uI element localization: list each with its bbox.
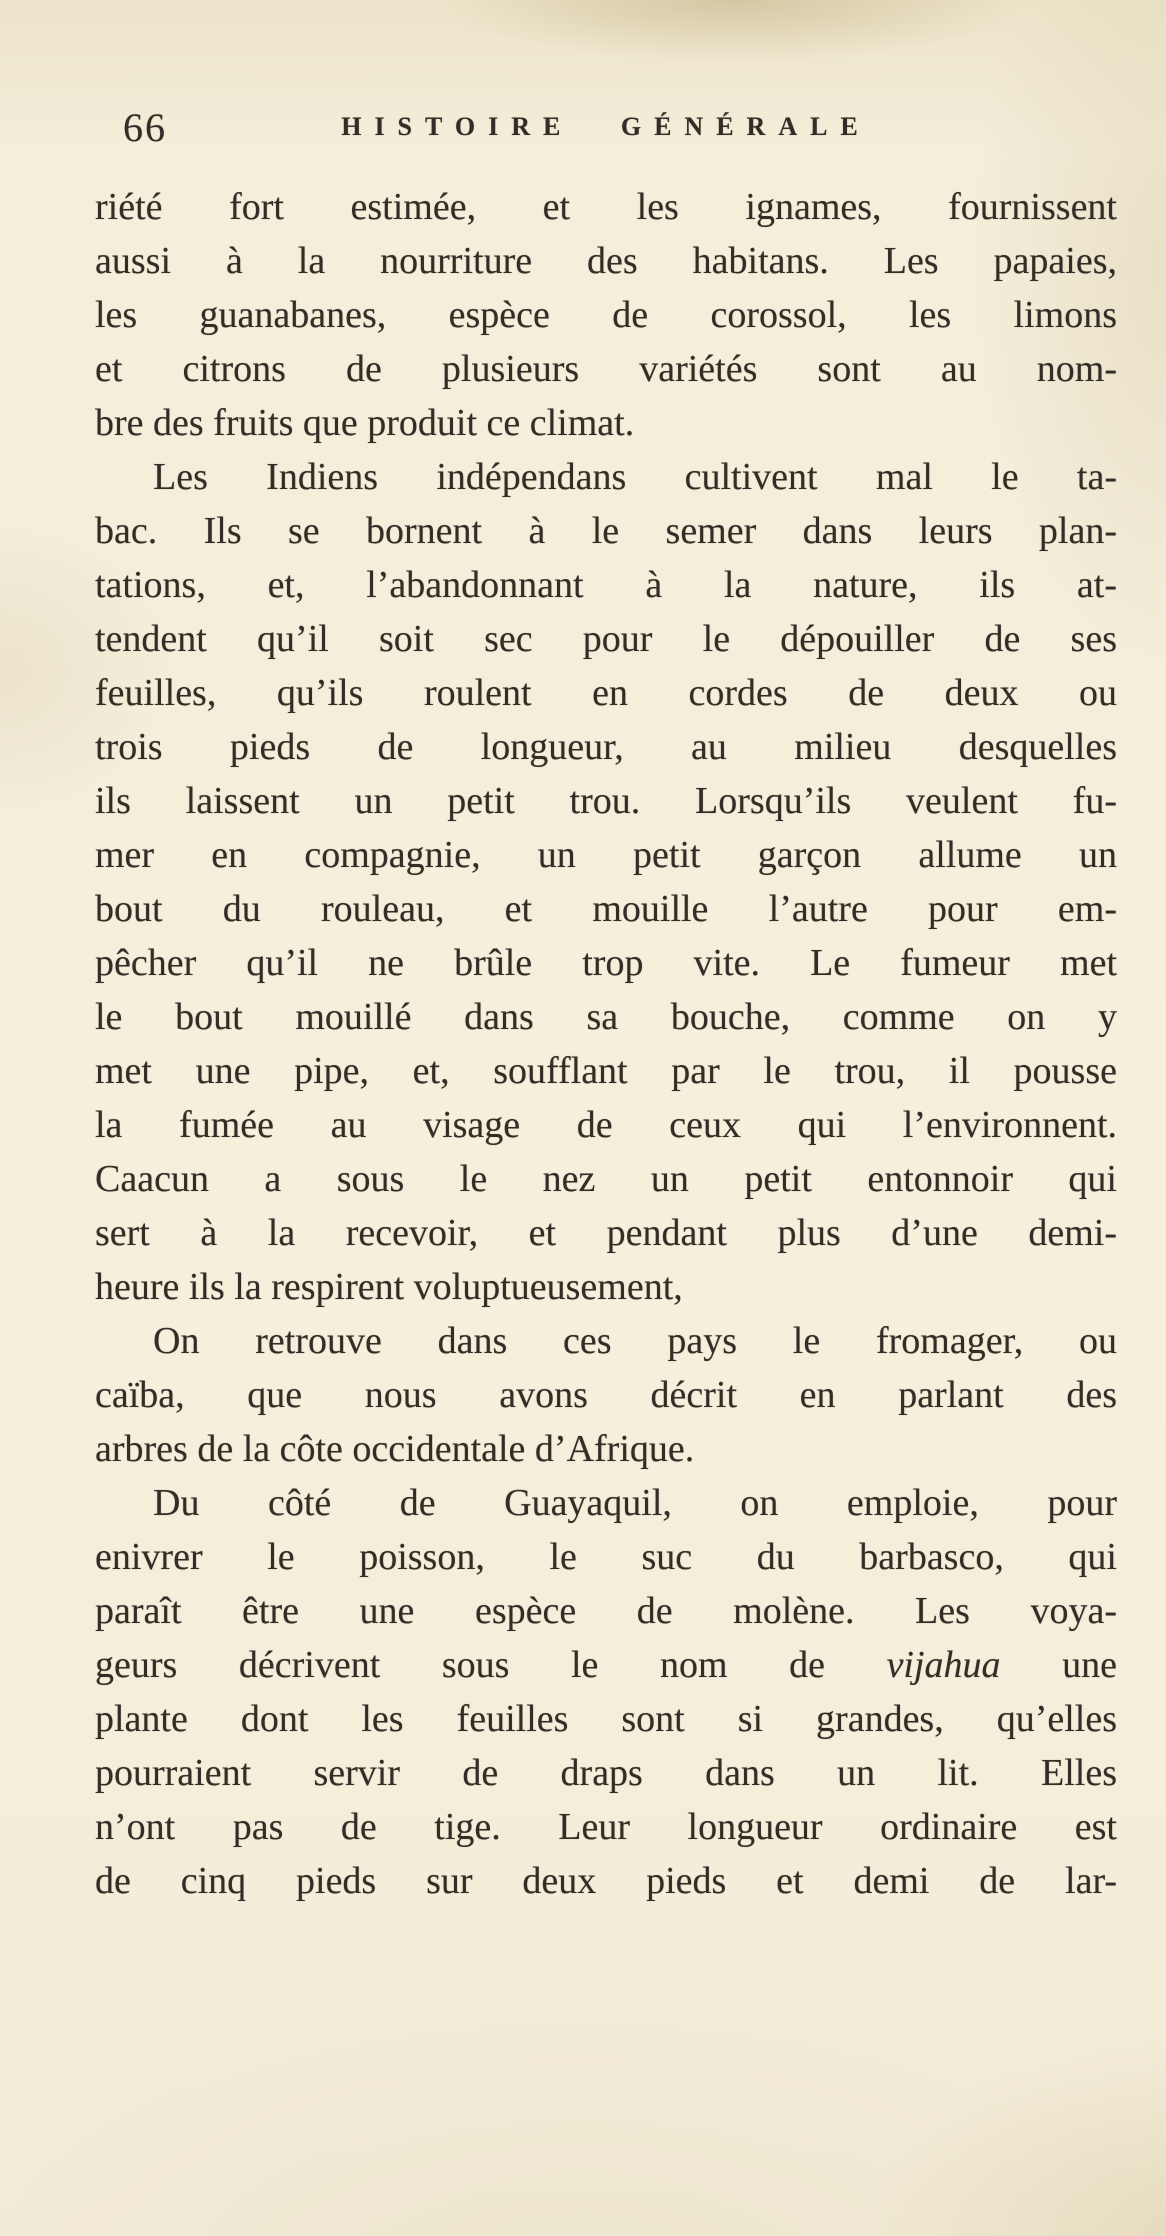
text-line: Caacun a sous le nez un petit entonnoir qui xyxy=(95,1158,1117,1200)
text-line: caïba, que nous avons décrit en parlant des xyxy=(95,1374,1117,1416)
page-number: 66 xyxy=(123,105,167,150)
text-line: trois pieds de longueur, au milieu desquelles xyxy=(95,726,1117,768)
text-line: paraît être une espèce de molène. Les voya- xyxy=(95,1590,1117,1632)
text-line: le bout mouillé dans sa bouche, comme on y xyxy=(95,996,1117,1038)
text-line: arbres de la côte occidentale d’Afrique. xyxy=(95,1428,695,1470)
text-line: riété fort estimée, et les ignames, fournissent xyxy=(95,186,1117,228)
text-line: feuilles, qu’ils roulent en cordes de deux ou xyxy=(95,672,1117,714)
text-line: pêcher qu’il ne brûle trop vite. Le fumeur met xyxy=(95,942,1117,984)
page-header xyxy=(95,102,1117,158)
text-line: geurs décrivent sous le nom de vijahua une xyxy=(95,1644,1117,1686)
text-line: la fumée au visage de ceux qui l’environnent. xyxy=(95,1104,1117,1146)
text-line: enivrer le poisson, le suc du barbasco, qui xyxy=(95,1536,1117,1578)
text-line: heure ils la respirent voluptueusement, xyxy=(95,1266,683,1308)
page-body xyxy=(95,180,1117,1908)
text-line: On retrouve dans ces pays le fromager, ou xyxy=(153,1320,1117,1362)
italic-term: vijahua xyxy=(886,1644,1001,1686)
text-line: bac. Ils se bornent à le semer dans leurs plan- xyxy=(95,510,1117,552)
text-line: mer en compagnie, un petit garçon allume un xyxy=(95,834,1117,876)
text-line: Du côté de Guayaquil, on emploie, pour xyxy=(153,1482,1117,1524)
text-line: Les Indiens indépendans cultivent mal le ta- xyxy=(153,456,1117,498)
text-line: tendent qu’il soit sec pour le dépouiller de ses xyxy=(95,618,1117,660)
text-line: met une pipe, et, soufflant par le trou, il pousse xyxy=(95,1050,1117,1092)
text-line: de cinq pieds sur deux pieds et demi de lar- xyxy=(95,1860,1117,1902)
text-line: bout du rouleau, et mouille l’autre pour em- xyxy=(95,888,1117,930)
text-line: n’ont pas de tige. Leur longueur ordinaire est xyxy=(95,1806,1117,1848)
text-line: ils laissent un petit trou. Lorsqu’ils veulent fu- xyxy=(95,780,1117,822)
text-line: sert à la recevoir, et pendant plus d’une demi- xyxy=(95,1212,1117,1254)
text-line: plante dont les feuilles sont si grandes, qu’elles xyxy=(95,1698,1117,1740)
running-title: HISTOIRE GÉNÉRALE xyxy=(341,112,871,141)
text-line: et citrons de plusieurs variétés sont au nom- xyxy=(95,348,1117,390)
text-line: les guanabanes, espèce de corossol, les limons xyxy=(95,294,1117,336)
text-line: tations, et, l’abandonnant à la nature, ils at- xyxy=(95,564,1117,606)
text-line: aussi à la nourriture des habitans. Les papaies, xyxy=(95,240,1117,282)
text-line: bre des fruits que produit ce climat. xyxy=(95,402,635,444)
text-line: pourraient servir de draps dans un lit. Elles xyxy=(95,1752,1117,1794)
